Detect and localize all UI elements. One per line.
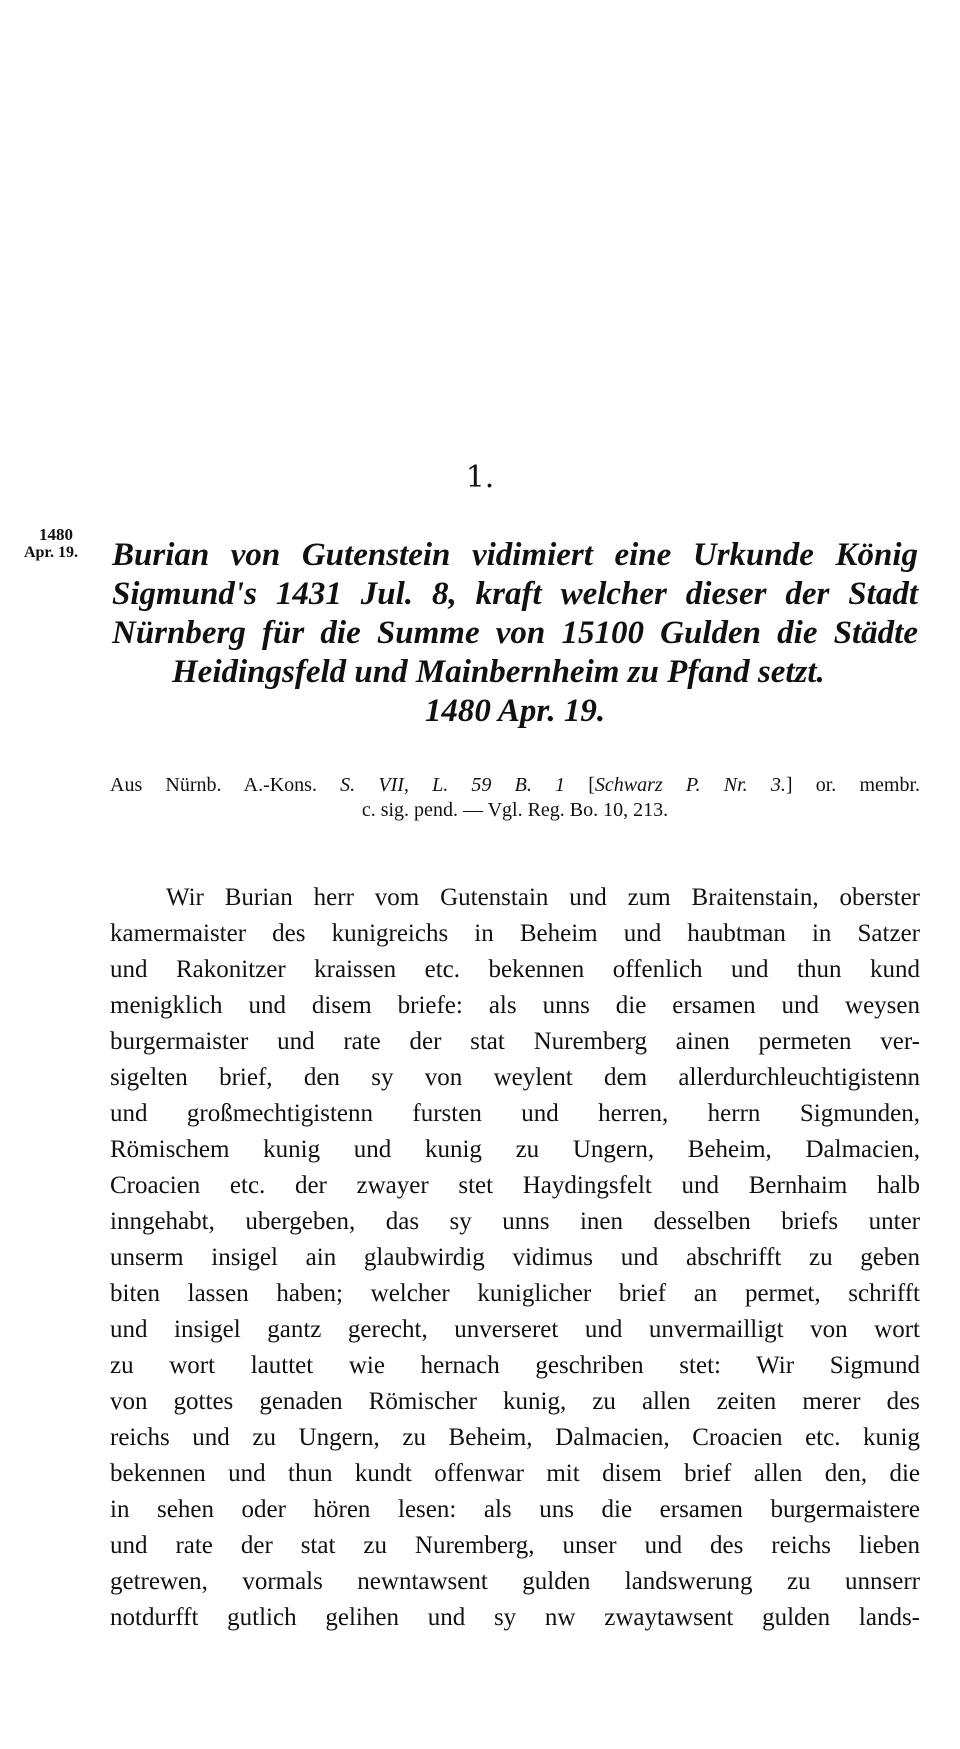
source-material: ] or. membr. bbox=[785, 774, 921, 796]
source-signature: S. VII, L. 59 B. 1 bbox=[340, 774, 566, 796]
source-line: c. sig. pend. — Vgl. Reg. Bo. 10, 213. bbox=[361, 799, 669, 821]
body-line: inngehabt, ubergeben, das sy unns inen desselben briefs unter bbox=[110, 1208, 920, 1235]
body-line: und insigel gantz gerecht, unverseret und unvermailligt von wort bbox=[110, 1316, 920, 1343]
source-bracket-open: [ bbox=[588, 774, 595, 796]
body-line: getrewen, vormals newntawsent gulden landswerung zu unnserr bbox=[110, 1568, 920, 1595]
body-line: menigklich und disem briefe: als unns die ersamen und weysen bbox=[110, 992, 920, 1019]
body-line: Croacien etc. der zwayer stet Haydingsfelt und Bernhaim halb bbox=[110, 1172, 920, 1199]
document-title bbox=[112, 536, 918, 731]
body-line: sigelten brief, den sy von weylent dem allerdurchleuchtigistenn bbox=[110, 1064, 920, 1091]
source-citation bbox=[110, 773, 920, 823]
title-line: Burian von Gutenstein vidimiert eine Urkunde König bbox=[112, 537, 918, 573]
body-text bbox=[110, 880, 920, 1636]
margin-day: Apr. 19. bbox=[23, 544, 79, 561]
margin-date bbox=[6, 526, 96, 561]
body-line: biten lassen haben; welcher kuniglicher brief an permet, schrifft bbox=[110, 1280, 920, 1307]
body-line: zu wort lauttet wie hernach geschriben stet: Wir Sigmund bbox=[110, 1352, 920, 1379]
body-line: und rate der stat zu Nuremberg, unser und des reichs lieben bbox=[110, 1532, 920, 1559]
body-line: bekennen und thun kundt offenwar mit disem brief allen den, die bbox=[110, 1460, 920, 1487]
title-line: Sigmund's 1431 Jul. 8, kraft welcher dieser der Stadt bbox=[112, 576, 918, 612]
body-line: und Rakonitzer kraissen etc. bekennen offenlich und thun kund bbox=[110, 956, 920, 983]
body-line: Römischem kunig und kunig zu Ungern, Beheim, Dalmacien, bbox=[110, 1136, 920, 1163]
title-line: 1480 Apr. 19. bbox=[424, 693, 606, 729]
title-line: Heidingsfeld und Mainbernheim zu Pfand setzt. bbox=[172, 654, 825, 690]
source-reference: Schwarz P. Nr. 3. bbox=[594, 774, 786, 796]
body-line: in sehen oder hören lesen: als uns die ersamen burgermaistere bbox=[110, 1496, 920, 1523]
title-line: Nürnberg für die Summe von 15100 Gulden die Städte bbox=[112, 615, 918, 651]
body-line: reichs und zu Ungern, zu Beheim, Dalmacien, Croacien etc. kunig bbox=[110, 1424, 920, 1451]
body-line: von gottes genaden Römischer kunig, zu allen zeiten merer des bbox=[110, 1388, 920, 1415]
body-line: Wir Burian herr vom Gutenstain und zum Braitenstain, oberster bbox=[166, 884, 920, 911]
source-line bbox=[110, 773, 920, 798]
body-line: und großmechtigistenn fursten und herren, herrn Sigmunden, bbox=[110, 1100, 920, 1127]
document-number: 1. bbox=[465, 460, 495, 495]
body-line: burgermaister und rate der stat Nuremberg ainen permeten ver- bbox=[110, 1028, 920, 1055]
source-archive: Aus Nürnb. A.-Kons. bbox=[110, 774, 317, 796]
body-line: notdurfft gutlich gelihen und sy nw zwaytawsent gulden lands- bbox=[110, 1604, 920, 1631]
body-line: unserm insigel ain glaubwirdig vidimus und abschrifft zu geben bbox=[110, 1244, 920, 1271]
body-line: kamermaister des kunigreichs in Beheim und haubtman in Satzer bbox=[110, 920, 920, 947]
margin-year: 1480 bbox=[39, 525, 73, 544]
